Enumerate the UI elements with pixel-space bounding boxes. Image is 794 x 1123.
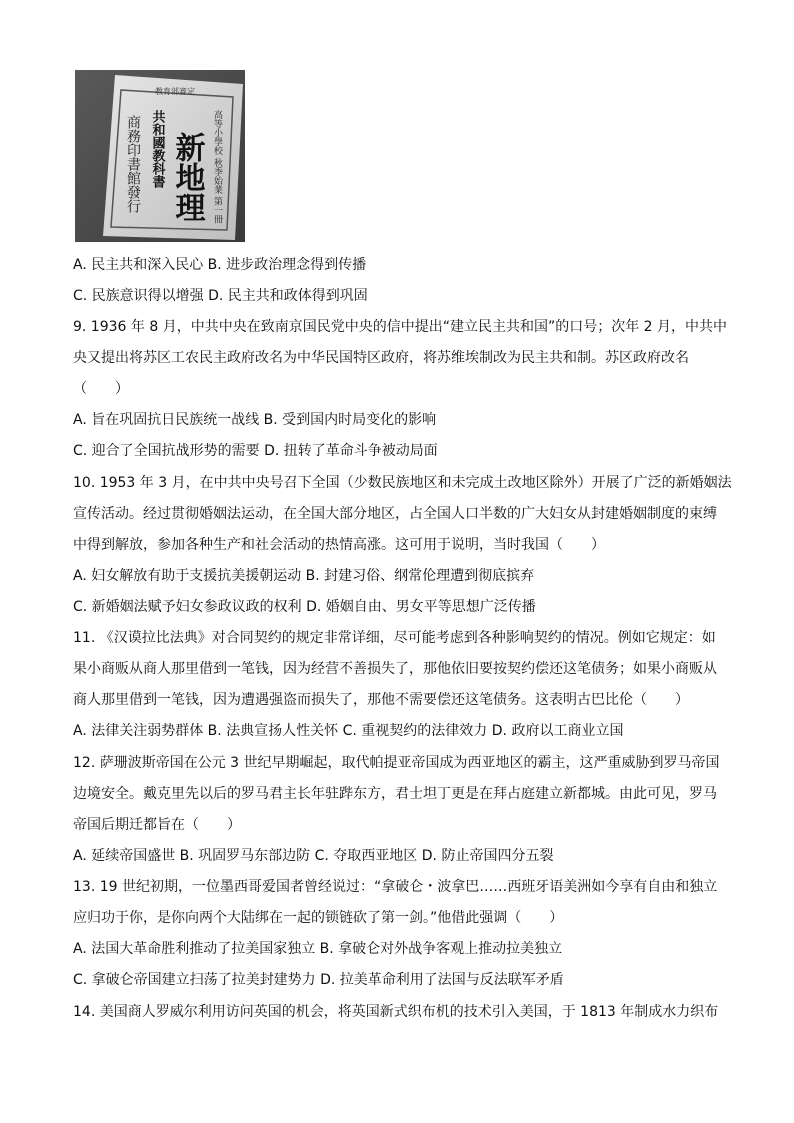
question-12-line-2: 边境安全。戴克里先以后的罗马君主长年驻跸东方，君士坦丁更是在拜占庭建立新都城。由此可见，罗马 [73, 786, 717, 802]
answer-options-q9-ab: A. 旨在巩固抗日民族统一战线 B. 受到国内时局变化的影响 [73, 412, 437, 428]
cover-subtitle-text: 高等小學校 秋季始業 第一冊 [212, 110, 222, 224]
cover-top-text: 教育部審定 [155, 87, 195, 96]
question-12-line-3: 帝国后期迁都旨在（ ） [73, 817, 241, 833]
cover-publisher-text: 商務印書館發行 [125, 115, 141, 213]
question-10-line-1: 10. 1953 年 3 月，在中共中央号召下全国（少数民族地区和未完成土改地区除外）开展了广泛的新婚姻法 [73, 475, 732, 491]
question-9-line-1: 9. 1936 年 8 月，中共中央在致南京国民党中央的信中提出“建立民主共和国”的口号；次年 2 月，中共中 [73, 319, 728, 335]
answer-options-q11: A. 法律关注弱势群体 B. 法典宣扬人性关怀 C. 重视契约的法律效力 D. 政府以工商业立国 [73, 723, 624, 739]
cover-series-text: 共和國教科書 [149, 110, 165, 188]
answer-options-q9-cd: C. 迎合了全国抗战形势的需要 D. 扭转了革命斗争被动局面 [73, 443, 438, 459]
answer-options-q8-ab: A. 民主共和深入民心 B. 进步政治理念得到传播 [73, 257, 367, 273]
question-9-blank: （ ） [73, 381, 129, 397]
answer-options-q10-ab: A. 妇女解放有助于支援抗美援朝运动 B. 封建习俗、纲常伦理遭到彻底摈弃 [73, 568, 535, 584]
question-11-line-1: 11. 《汉谟拉比法典》对合同契约的规定非常详细，尽可能考虑到各种影响契约的情况。例如它规定：如 [73, 630, 716, 646]
cover-title-text: 新地理 [169, 132, 205, 222]
answer-options-q13-ab: A. 法国大革命胜利推动了拉美国家独立 B. 拿破仑对外战争客观上推动拉美独立 [73, 941, 563, 957]
question-12-line-1: 12. 萨珊波斯帝国在公元 3 世纪早期崛起，取代帕提亚帝国成为西亚地区的霸主，这严重威胁到罗马帝国 [73, 755, 720, 771]
answer-options-q13-cd: C. 拿破仑帝国建立扫荡了拉美封建势力 D. 拉美革命利用了法国与反法联军矛盾 [73, 972, 564, 988]
question-11-line-3: 商人那里借到一笔钱，因为遭遇强盗而损失了，那他不需要偿还这笔债务。这表明古巴比伦（ ） [73, 692, 689, 708]
question-9-line-2: 央又提出将苏区工农民主政府改名为中华民国特区政府，将苏维埃制改为民主共和制。苏区政府改名 [73, 350, 689, 366]
question-13-line-1: 13. 19 世纪初期，一位墨西哥爱国者曾经说过：“拿破仑・波拿巴……西班牙语美洲如今享有自由和独立 [73, 879, 718, 895]
answer-options-q10-cd: C. 新婚姻法赋予妇女参政议政的权利 D. 婚姻自由、男女平等思想广泛传播 [73, 599, 536, 615]
question-10-line-2: 宣传活动。经过贯彻婚姻法运动，在全国大部分地区，占全国人口半数的广大妇女从封建婚姻制度的束缚 [73, 506, 717, 522]
question-13-line-2: 应归功于你，是你向两个大陆绑在一起的锁链砍了第一剑。”他借此强调（ ） [73, 910, 564, 926]
answer-options-q12: A. 延续帝国盛世 B. 巩固罗马东部边防 C. 夺取西亚地区 D. 防止帝国四分五裂 [73, 848, 554, 864]
question-10-line-3: 中得到解放，参加各种生产和社会活动的热情高涨。这可用于说明，当时我国（ ） [73, 537, 605, 553]
textbook-cover-photo [75, 70, 245, 242]
question-11-line-2: 果小商贩从商人那里借到一笔钱，因为经营不善损失了，那他依旧要按契约偿还这笔债务；如果小商贩从 [73, 661, 717, 677]
question-14-line-1: 14. 美国商人罗威尔利用访问英国的机会，将英国新式织布机的技术引入美国，于 1813 年制成水力织布 [73, 1004, 719, 1020]
answer-options-q8-cd: C. 民族意识得以增强 D. 民主共和政体得到巩固 [73, 288, 368, 304]
